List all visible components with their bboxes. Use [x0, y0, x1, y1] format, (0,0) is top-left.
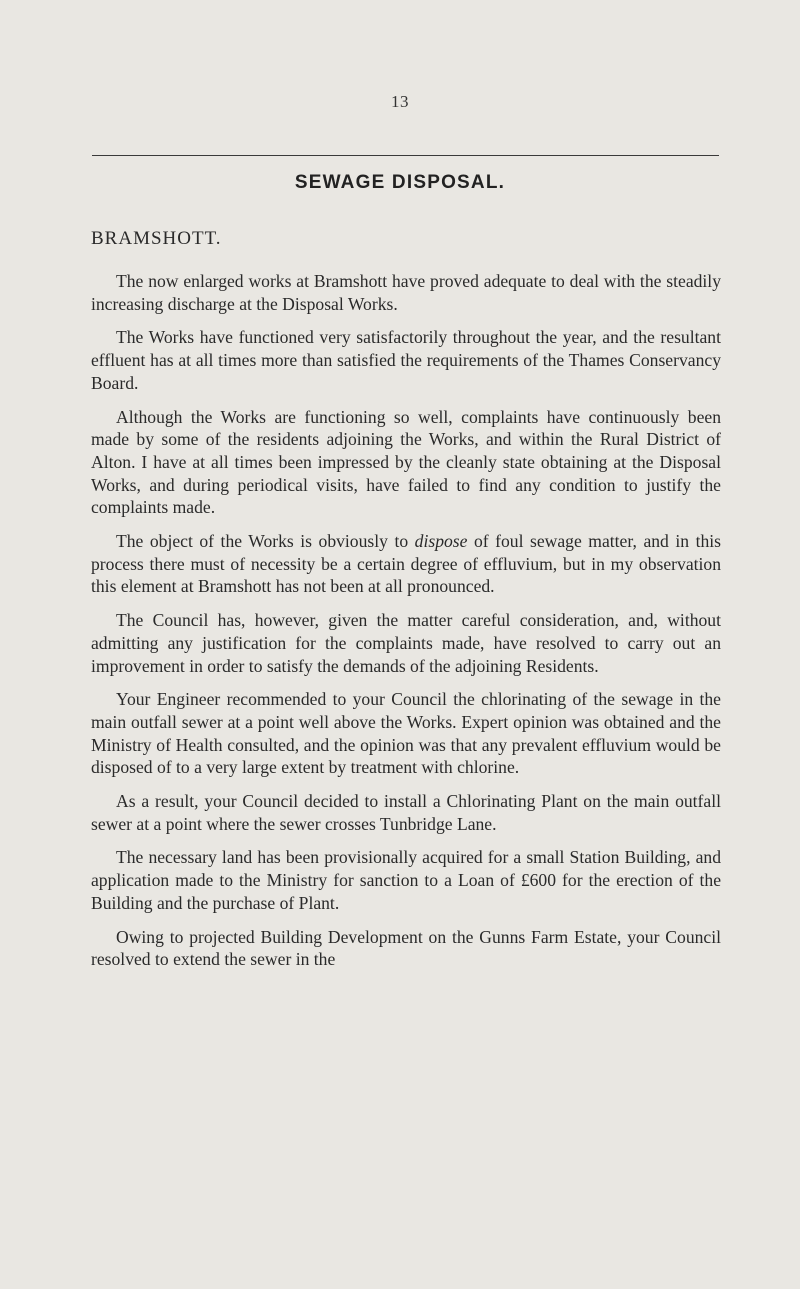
subsection-heading: BRAMSHOTT.	[91, 228, 222, 249]
emphasis-text: dispose	[414, 531, 468, 552]
paragraph	[91, 530, 721, 598]
paragraph: Your Engineer recommended to your Council the chlorinating of the sewage in the main outfall sewer at a point well above the Works. Expert opinion was obtained and the Ministry of Health consulted, and the opinion was that any prevalent effluvium would be disposed of to a very large extent by treatment with chlorine.	[91, 689, 721, 778]
paragraph-text: The object of the Works is obviously to	[116, 531, 415, 552]
paragraph: Although the Works are functioning so well, complaints have continuously been made by some of the residents adjoining the Works, and within the Rural District of Alton. I have at all times been impressed by the cleanly state obtaining at the Disposal Works, and during periodical visits, have failed to find any condition to justify the complaints made.	[91, 406, 721, 518]
section-heading: SEWAGE DISPOSAL.	[294, 172, 506, 193]
paragraph-text: of foul sewage matter, and in this process there must of necessity be a certain degree of effluvium, but in my observation this element at Bramshott has not been at all pronounced.	[91, 531, 721, 597]
page-number: 13	[391, 92, 409, 111]
paragraph: Owing to projected Building Development on the Gunns Farm Estate, your Council resolved to extend the sewer in the	[91, 926, 721, 970]
paragraph: As a result, your Council decided to install a Chlorinating Plant on the main outfall sewer at a point where the sewer crosses Tunbridge Lane.	[91, 791, 721, 834]
paragraph: The Works have functioned very satisfactorily throughout the year, and the resultant effluent has at all times more than satisfied the requirements of the Thames Conservancy Board.	[91, 327, 721, 393]
paragraph: The necessary land has been provisionally acquired for a small Station Building, and application made to the Ministry for sanction to a Loan of £600 for the erection of the Building and the purchase of Plant.	[91, 847, 721, 913]
body-text	[91, 270, 721, 971]
paragraph: The Council has, however, given the matter careful consideration, and, without admitting any justification for the complaints made, have resolved to carry out an improvement in order to satisfy the demands of the adjoining Residents.	[91, 610, 721, 676]
paragraph: The now enlarged works at Bramshott have proved adequate to deal with the steadily increasing discharge at the Disposal Works.	[91, 271, 721, 314]
header-divider	[92, 155, 719, 156]
